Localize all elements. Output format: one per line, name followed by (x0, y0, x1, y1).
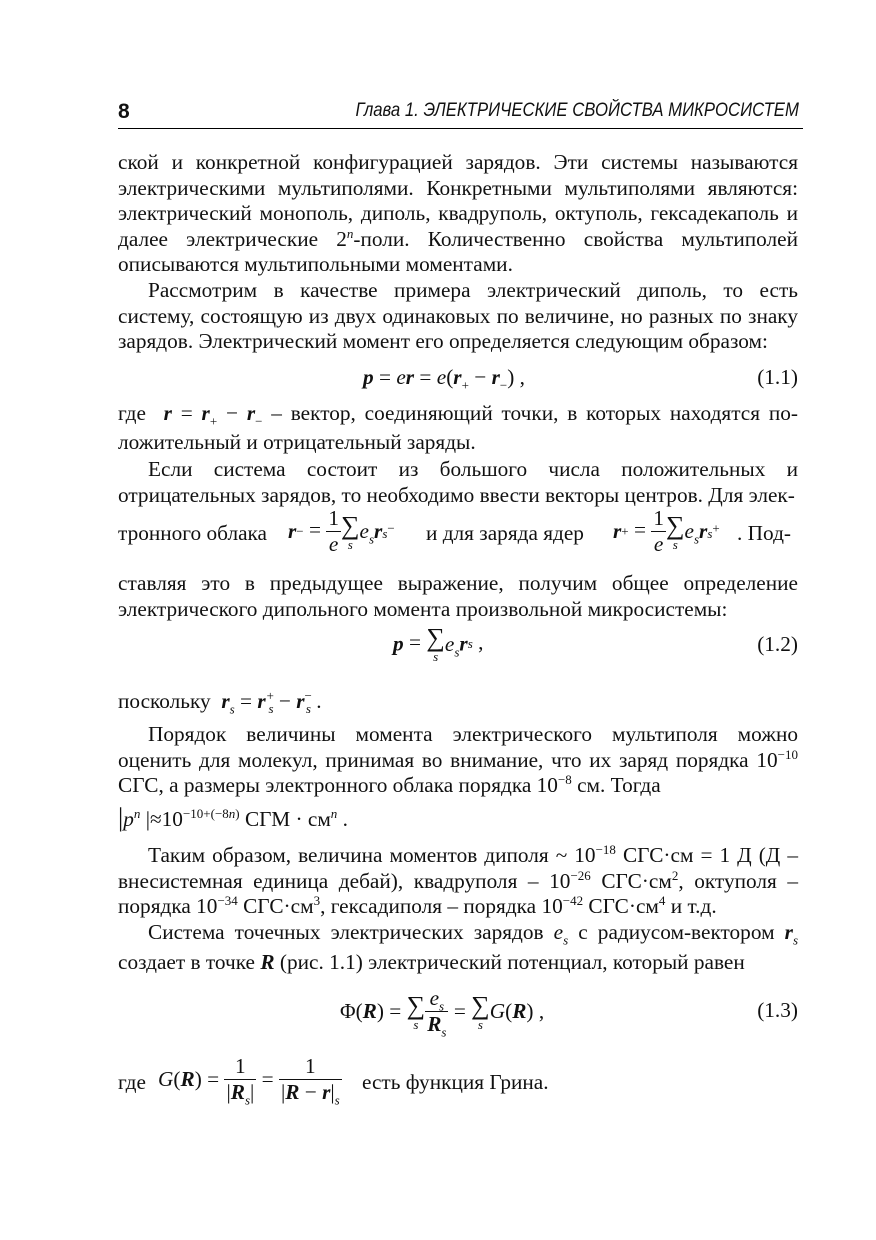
equation-1-3: Φ(R) = ∑ s $\frac{e_s}{R_s}$ = ∑ s G(R) , (340, 986, 545, 1040)
text-electron-cloud: тронного облака (118, 521, 267, 545)
equation-1-1: p = er = $e(r_+ - r_-)$ , (363, 365, 525, 393)
equation-number-1-1: (1.1) (757, 365, 798, 389)
paragraph-debye: Таким образом, величина моментов диполя ~ $10^{-18}$ СГС·см = 1 Д (Д – внесистемная единица дебай), квадруполя – $10^{-26}$ $СГС\cdot см^2$, октуполя – порядка $10^{-34}$ $СГС\cdot см^3$, гексадиполя – порядка $10^{-42}$ $СГС\cdot см^4$ и т.д. (118, 841, 798, 918)
text-line-charges: ложительный и отрицательный заряды. (118, 430, 476, 454)
text-line-vector-definition: где $r = r_+ - r_-$ – вектор, соединяющий точки, в которых находятся по- (118, 401, 798, 429)
equation-number-1-2: (1.2) (757, 632, 798, 656)
paragraph-multipoles: ской и конкретной конфигурацией зарядов. Эти системы называются электрическими мультиполями. Конкретными мультиполями являются: электрический монополь, диполь, квадруполь, октуполь, гексадекаполь и далее электрические 2$^n$-поли. Количественно свойства мультиполей описываются мультипольными моментами. (118, 150, 798, 276)
paragraph-dipole: Рассмотрим в качестве примера электрический диполь, то есть систему, состоящую из двух одинаковых по величине, но разных по знаку зарядов. Электрический момент его определяется следующим образом: (118, 278, 798, 353)
running-header (118, 98, 803, 129)
equation-number-1-3: (1.3) (757, 998, 798, 1022)
text-point-charges: Система точечных электрических зарядов $e_s$ с радиусом-вектором $r_s$ (148, 920, 798, 948)
paragraph-general-definition: ставляя это в предыдущее выражение, получим общее определение электрического дипольного момента произвольной микросистемы: (118, 571, 798, 621)
text-green-function: есть функция Грина. (362, 1070, 549, 1094)
formula-multipole-estimate: $|p^n$ $|\approx 10^{-10+(-8n)}$ СГМ · $см^n$ . (118, 803, 348, 832)
page-number: 8 (118, 100, 130, 123)
chapter-title: Глава 1. ЭЛЕКТРИЧЕСКИЕ СВОЙСТВА МИКРОСИСТЕМ (355, 100, 799, 121)
text-potential: создает в точке R (рис. 1.1) электрический потенциал, который равен (118, 950, 745, 974)
text-since: поскольку $r_s = r^+_s - r^-_s$ . (118, 687, 322, 717)
formula-green-function: G(R) = $\frac{1}{|R_s|}$ = $\frac{1}{|R - r|_s}$ (158, 1054, 340, 1108)
paragraph-order-of-magnitude: Порядок величины момента электрического мультиполя можно оценить для молекул, принимая во внимание, что их заряд порядка $10^{-10}$ СГС, а размеры электронного облака порядка $10^{-8}$ см. Тогда (118, 722, 798, 797)
paragraph-centers: Если система состоит из большого числа положительных и отрицательных зарядов, то необходимо ввести векторы центров. Для элек- (118, 457, 798, 507)
text-where-green: где (118, 1070, 146, 1094)
formula-r-minus: r− = $\frac{1}{e}$ ∑ s $e_srs^-$ (288, 506, 395, 556)
text-and-nuclei: и для заряда ядер (426, 521, 584, 545)
equation-1-2: p = ∑ s $e_srs$ , (393, 623, 484, 664)
text-pod: . Под- (737, 521, 791, 545)
formula-r-plus: r+ = $\frac{1}{e}$ ∑ s $e_srs^+$ (613, 506, 720, 556)
